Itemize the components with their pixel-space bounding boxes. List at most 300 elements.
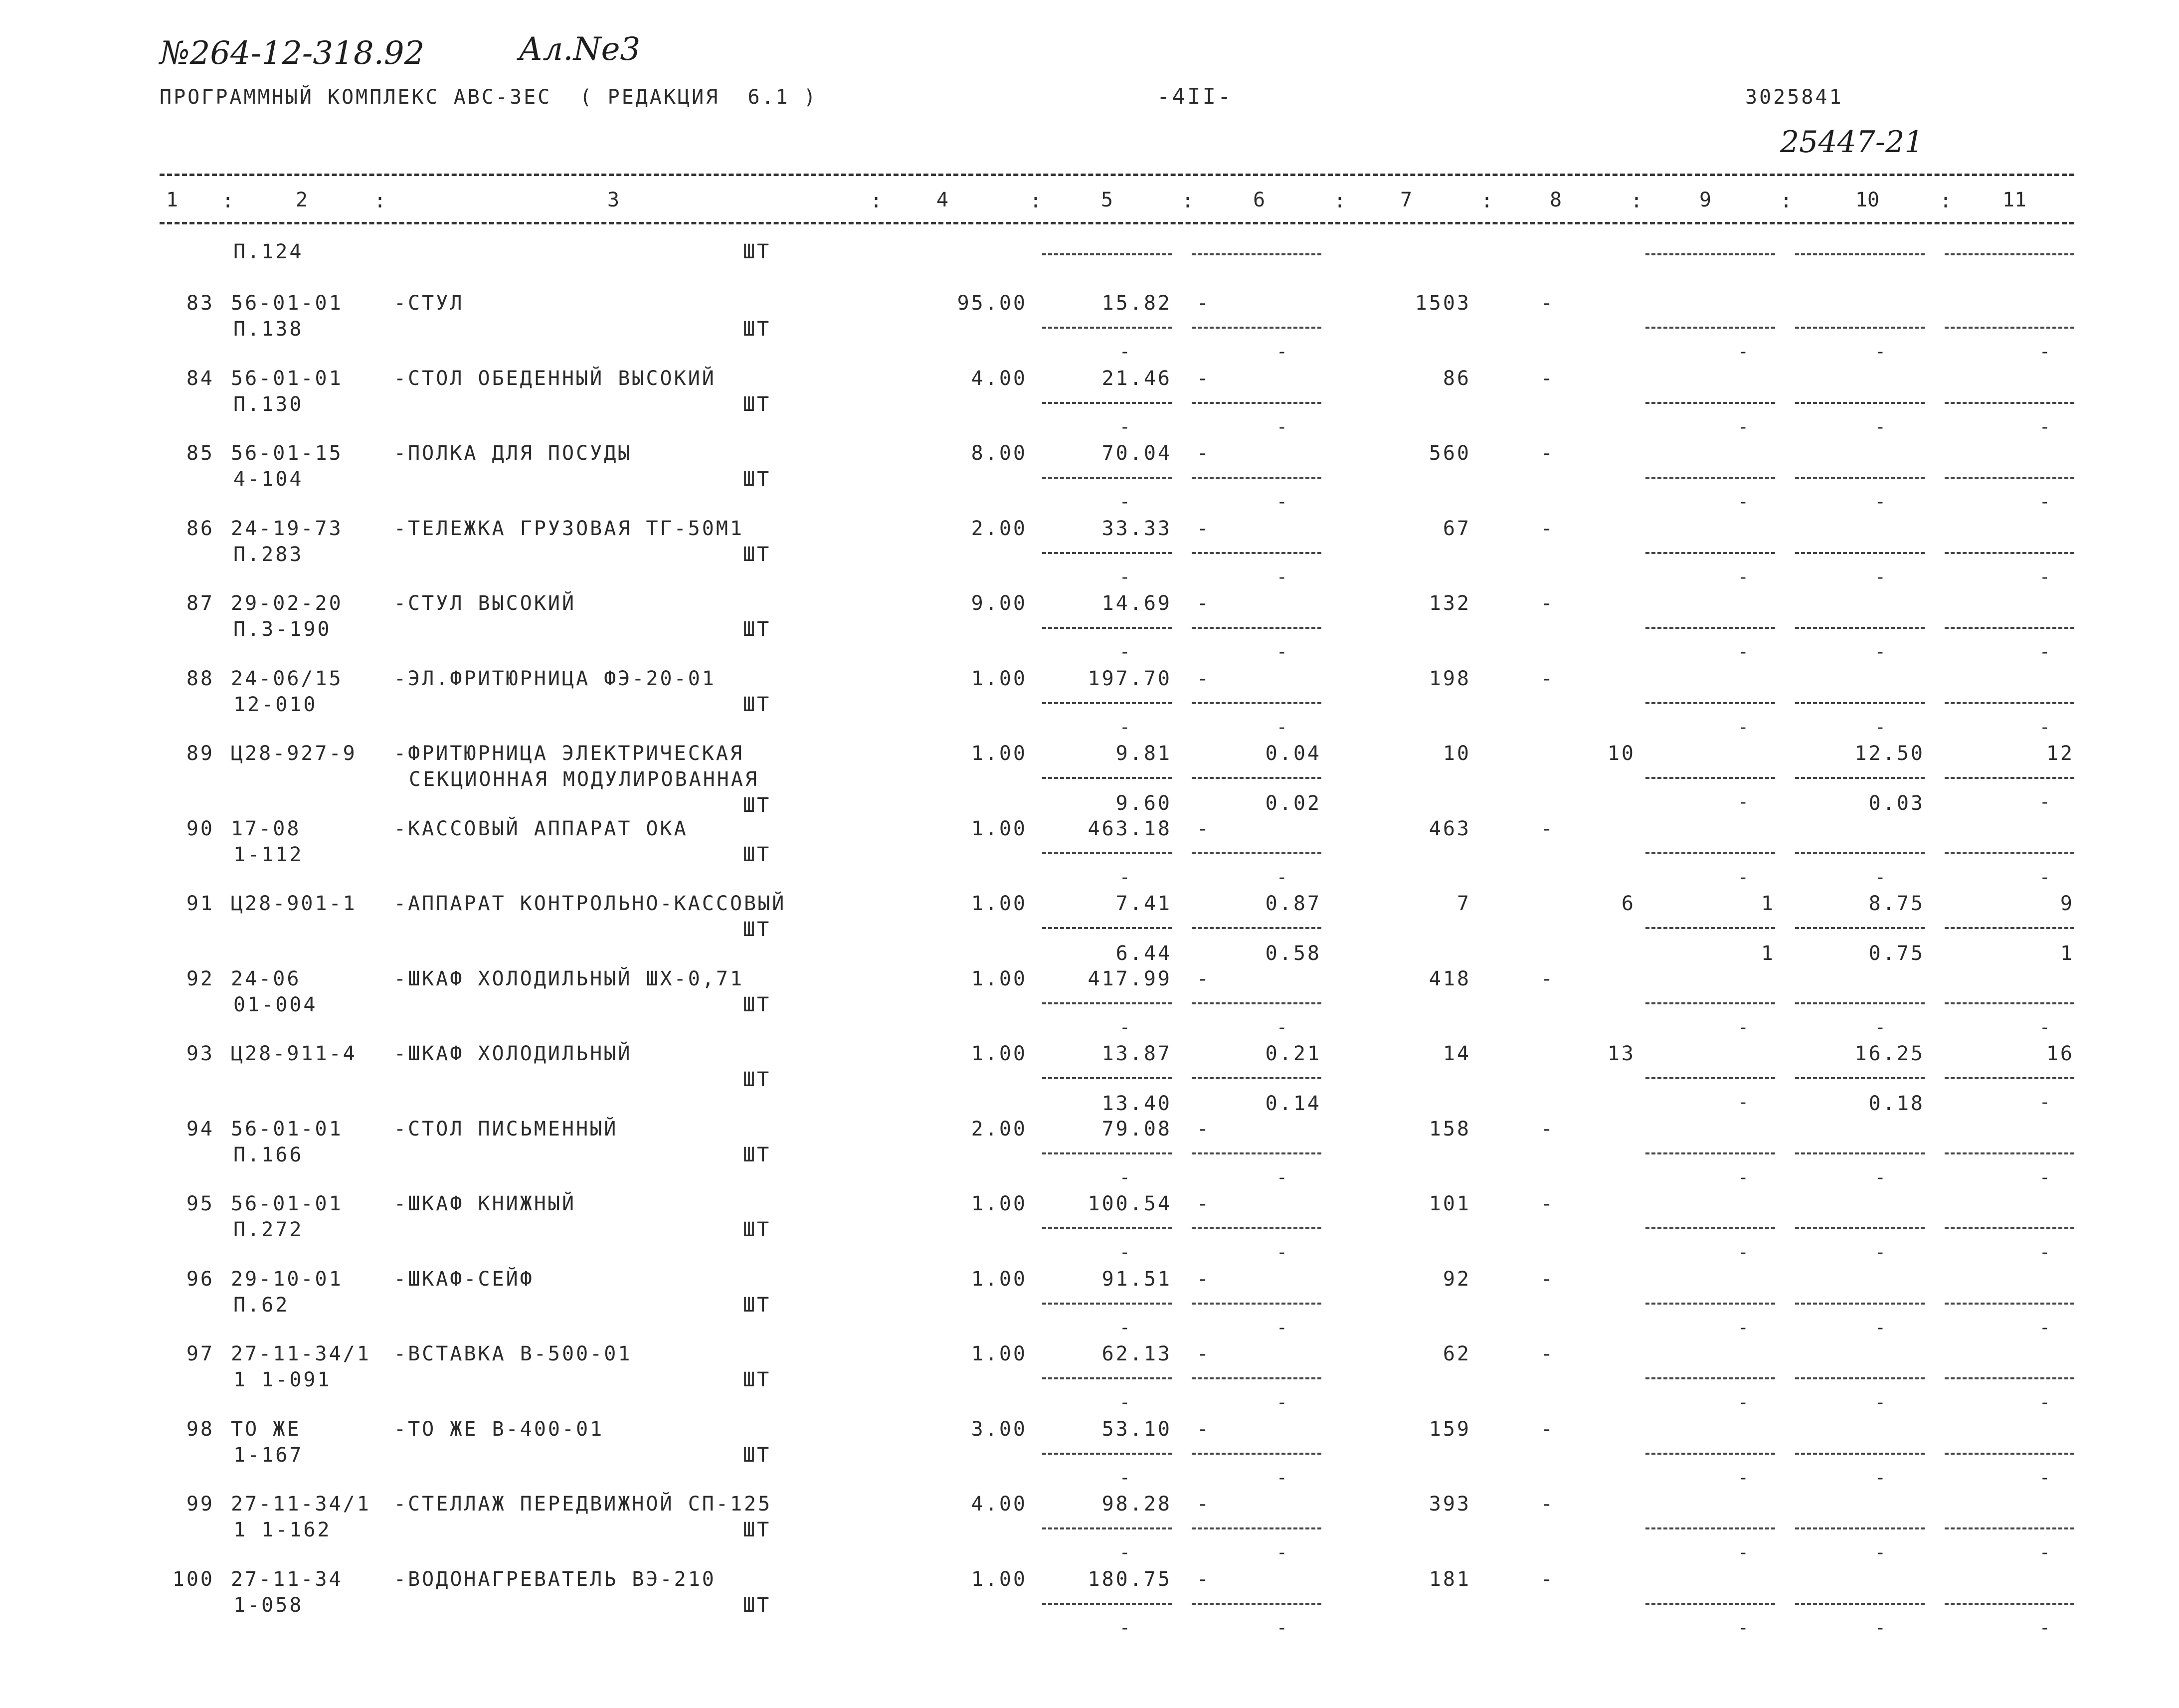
row-number: 94 (186, 1117, 214, 1140)
col-10-sub: 0.03 (1868, 792, 1925, 815)
item-name: -СТОЛ ОБЕДЕННЫЙ ВЫСОКИЙ (394, 367, 716, 390)
total-underline (1042, 1527, 1172, 1529)
total-cost: 181 (1429, 1567, 1471, 1591)
unit-price: 33.33 (1101, 517, 1172, 540)
top-ref-line-10 (1795, 253, 1925, 255)
row-number: 87 (186, 592, 214, 615)
row-number: 91 (186, 892, 214, 915)
item-name: -ШКАФ ХОЛОДИЛЬНЫЙ (394, 1042, 632, 1065)
total-underline (1795, 702, 1925, 704)
resource-code: 29-02-20 (231, 592, 343, 615)
total-underline (1945, 1303, 2074, 1305)
total-cost: 158 (1429, 1117, 1471, 1140)
total-cost: 67 (1443, 517, 1471, 540)
total-underline (1192, 477, 1321, 479)
empty-value-dash: - (2039, 867, 2050, 888)
column-header-9: 9 (1699, 189, 1712, 211)
empty-value-dash: - (1276, 1017, 1287, 1038)
row-number: 85 (186, 442, 214, 465)
quantity: 9.00 (971, 592, 1027, 615)
unit: ШТ (743, 1368, 771, 1391)
total-underline (1645, 402, 1775, 404)
total-underline (1042, 627, 1172, 629)
empty-value-dash: - (2039, 342, 2050, 362)
total-cost: 86 (1443, 367, 1471, 390)
empty-value-dash: - (2039, 492, 2050, 512)
resource-code: 56-01-15 (231, 442, 343, 465)
total-underline (1645, 552, 1775, 554)
resource-code: 24-06 (231, 967, 301, 990)
total-underline (1795, 1527, 1925, 1529)
empty-value-dash: - (1276, 642, 1287, 662)
item-name: -ЭЛ.ФРИТЮРНИЦА ФЭ-20-01 (394, 667, 716, 690)
total-underline (1042, 1152, 1172, 1154)
total-underline (1795, 1603, 1925, 1605)
resource-code: 27-11-34/1 (231, 1493, 371, 1516)
total-underline (1645, 1227, 1775, 1229)
total-cost: 393 (1429, 1493, 1471, 1516)
empty-value-dash: - (1119, 1392, 1130, 1413)
unit: ШТ (743, 392, 771, 416)
total-underline (1645, 627, 1775, 629)
col-8-value: - (1541, 517, 1555, 540)
col-8-value: - (1541, 1117, 1555, 1140)
resource-code: Ц28-927-9 (231, 742, 357, 765)
row-number: 84 (186, 367, 214, 390)
unit: ШТ (743, 1218, 771, 1241)
total-underline (1192, 1152, 1321, 1154)
quantity: 4.00 (971, 1493, 1027, 1516)
empty-value-dash: - (2039, 567, 2050, 587)
total-underline (1795, 552, 1925, 554)
quantity: 1.00 (971, 1567, 1027, 1591)
empty-value-dash: - (1738, 1467, 1749, 1488)
row-number: 83 (186, 292, 214, 315)
col-6-value: 0.87 (1265, 892, 1321, 915)
quantity: 1.00 (971, 667, 1027, 690)
total-underline (1042, 1377, 1172, 1379)
unit: ШТ (743, 794, 771, 817)
item-name: -АППАРАТ КОНТРОЛЬНО-КАССОВЫЙ (394, 892, 786, 915)
total-underline (1945, 477, 2074, 479)
resource-code: 56-01-01 (231, 1117, 343, 1140)
empty-value-dash: - (1738, 567, 1749, 587)
row-number: 97 (186, 1342, 214, 1365)
total-underline (1192, 927, 1321, 929)
item-name: -СТУЛ (394, 292, 464, 315)
item-name: -ПОЛКА ДЛЯ ПОСУДЫ (394, 442, 632, 465)
handwritten-album-number: Ал.Nе3 (519, 31, 641, 68)
total-underline (1795, 1303, 1925, 1305)
total-underline (1795, 1227, 1925, 1229)
total-underline (1945, 1077, 2074, 1079)
unit: ШТ (743, 618, 771, 641)
empty-value-dash: - (1276, 1542, 1287, 1563)
total-underline (1192, 1077, 1321, 1079)
top-ref-line-6 (1192, 253, 1321, 255)
empty-value-dash: - (1875, 1467, 1886, 1488)
col-8-value: - (1541, 367, 1555, 390)
row-number: 86 (186, 517, 214, 540)
empty-value-dash: - (1738, 416, 1749, 437)
col-6-value: - (1197, 1117, 1211, 1140)
empty-value-dash: - (1276, 1467, 1287, 1488)
resource-code: 27-11-34/1 (231, 1342, 371, 1365)
col-11-value: 9 (2060, 892, 2074, 915)
quantity: 8.00 (971, 442, 1027, 465)
total-underline (1795, 852, 1925, 854)
empty-value-dash: - (1738, 717, 1749, 738)
empty-value-dash: - (1875, 1392, 1886, 1413)
col-8-value: - (1541, 1567, 1555, 1591)
total-underline (1645, 1303, 1775, 1305)
unit: ШТ (743, 1143, 771, 1166)
total-underline (1945, 627, 2074, 629)
total-underline (1645, 1377, 1775, 1379)
col-8-value: - (1541, 1192, 1555, 1215)
empty-value-dash: - (1276, 1392, 1287, 1413)
header-rule-bottom (160, 222, 2074, 224)
col-8-value: 13 (1607, 1042, 1635, 1065)
unit-price: 62.13 (1101, 1342, 1172, 1365)
quantity: 1.00 (971, 817, 1027, 840)
column-header-11: 11 (2002, 189, 2027, 211)
total-cost: 132 (1429, 592, 1471, 615)
column-separator: : (1631, 190, 1643, 212)
empty-value-dash: - (2039, 1017, 2050, 1038)
empty-value-dash: - (1276, 1317, 1287, 1338)
resource-sub-code: П.283 (233, 543, 304, 566)
col-10-sub: 0.75 (1868, 942, 1925, 965)
unit: ШТ (743, 1293, 771, 1317)
page-number: -4II- (1157, 84, 1233, 109)
empty-value-dash: - (1276, 416, 1287, 437)
col-6-value: 0.04 (1265, 742, 1321, 765)
total-underline (1945, 1377, 2074, 1379)
total-underline (1945, 1453, 2074, 1455)
total-underline (1192, 1303, 1321, 1305)
column-separator: : (374, 190, 386, 212)
total-underline (1042, 1002, 1172, 1004)
empty-value-dash: - (1119, 1167, 1130, 1188)
item-name: -КАССОВЫЙ АППАРАТ ОКА (394, 817, 688, 840)
total-underline (1042, 1303, 1172, 1305)
handwritten-code: 25447-21 (1780, 125, 1924, 160)
total-underline (1945, 402, 2074, 404)
total-cost: 560 (1429, 442, 1471, 465)
unit: ШТ (743, 1593, 771, 1617)
total-underline (1945, 1227, 2074, 1229)
total-underline (1192, 1603, 1321, 1605)
unit-price: 463.18 (1088, 817, 1172, 840)
header-rule-top (160, 174, 2074, 176)
item-name: -СТЕЛЛАЖ ПЕРЕДВИЖНОЙ СП-125 (394, 1493, 772, 1516)
resource-sub-code: 1-058 (233, 1593, 304, 1617)
col-8-value: 6 (1621, 892, 1635, 915)
total-underline (1042, 1603, 1172, 1605)
empty-value-dash: - (2039, 717, 2050, 738)
quantity: 4.00 (971, 367, 1027, 390)
total-underline (1042, 402, 1172, 404)
column-header-7: 7 (1400, 189, 1413, 211)
item-name: -СТУЛ ВЫСОКИЙ (394, 592, 576, 615)
col-10-sub: 0.18 (1868, 1092, 1925, 1115)
empty-value-dash: - (1276, 567, 1287, 587)
col-8-value: - (1541, 442, 1555, 465)
total-underline (1192, 777, 1321, 779)
unit: ШТ (743, 918, 771, 941)
empty-value-dash: - (1738, 1617, 1749, 1638)
row-number: 92 (186, 967, 214, 990)
unit: ШТ (743, 693, 771, 716)
empty-value-dash: - (1875, 1542, 1886, 1563)
empty-value-dash: - (1276, 867, 1287, 888)
unit-price: 100.54 (1088, 1192, 1172, 1215)
quantity: 2.00 (971, 1117, 1027, 1140)
total-underline (1945, 777, 2074, 779)
column-separator: : (1481, 190, 1493, 212)
empty-value-dash: - (1738, 1242, 1749, 1263)
col-6-value: - (1197, 292, 1211, 315)
empty-value-dash: - (1738, 1017, 1749, 1038)
total-underline (1042, 1077, 1172, 1079)
total-underline (1645, 327, 1775, 329)
handwritten-doc-number: №264-12-318.92 (160, 35, 425, 72)
total-cost: 418 (1429, 967, 1471, 990)
item-name: -ШКАФ ХОЛОДИЛЬНЫЙ ШХ-0,71 (394, 967, 744, 990)
empty-value-dash: - (1119, 1467, 1130, 1488)
row-number: 99 (186, 1493, 214, 1516)
empty-value-dash: - (2039, 1317, 2050, 1338)
resource-sub-code: 12-010 (233, 693, 318, 716)
unit: ШТ (743, 468, 771, 491)
unit-price: 21.46 (1101, 367, 1172, 390)
unit-price: 53.10 (1101, 1417, 1172, 1441)
total-cost: 101 (1429, 1192, 1471, 1215)
empty-value-dash: - (2039, 792, 2050, 812)
total-underline (1192, 1527, 1321, 1529)
total-underline (1795, 1453, 1925, 1455)
empty-value-dash: - (1119, 1242, 1130, 1263)
col-11-sub: 1 (2060, 942, 2074, 965)
resource-sub-code: 1 1-091 (233, 1368, 332, 1391)
unit: ШТ (743, 1443, 771, 1467)
empty-value-dash: - (1875, 1242, 1886, 1263)
total-underline (1042, 1227, 1172, 1229)
col-8-value: - (1541, 592, 1555, 615)
empty-value-dash: - (2039, 1467, 2050, 1488)
unit-price-sub: 9.60 (1115, 792, 1172, 815)
empty-value-dash: - (1276, 1242, 1287, 1263)
row-number: 98 (186, 1417, 214, 1441)
column-separator: : (1030, 190, 1042, 212)
resource-sub-code: 1-167 (233, 1443, 304, 1467)
total-underline (1192, 552, 1321, 554)
total-underline (1192, 1002, 1321, 1004)
item-name-continued: СЕКЦИОННАЯ МОДУЛИРОВАННАЯ (409, 768, 759, 791)
empty-value-dash: - (1119, 642, 1130, 662)
col-8-value: - (1541, 1493, 1555, 1516)
quantity: 1.00 (971, 1042, 1027, 1065)
unit: ШТ (743, 318, 771, 341)
total-cost: 1503 (1415, 292, 1471, 315)
total-underline (1795, 327, 1925, 329)
total-underline (1645, 1527, 1775, 1529)
empty-value-dash: - (1875, 342, 1886, 362)
total-underline (1192, 1377, 1321, 1379)
empty-value-dash: - (1276, 492, 1287, 512)
total-underline (1945, 1152, 2074, 1154)
empty-value-dash: - (1738, 642, 1749, 662)
empty-value-dash: - (2039, 1242, 2050, 1263)
unit: ШТ (743, 1068, 771, 1091)
empty-value-dash: - (1875, 567, 1886, 587)
unit-price-sub: 13.40 (1101, 1092, 1172, 1115)
column-separator: : (1940, 190, 1952, 212)
quantity: 1.00 (971, 742, 1027, 765)
col-8-value: - (1541, 967, 1555, 990)
unit-price: 91.51 (1101, 1267, 1172, 1291)
resource-code: 17-08 (231, 817, 301, 840)
col-8-value: - (1541, 1417, 1555, 1441)
column-separator: : (1334, 190, 1346, 212)
unit-price: 14.69 (1101, 592, 1172, 615)
total-underline (1645, 777, 1775, 779)
top-ref-sub: П.124 (233, 240, 304, 263)
col-8-value: - (1541, 1342, 1555, 1365)
total-underline (1795, 477, 1925, 479)
empty-value-dash: - (1875, 1317, 1886, 1338)
empty-value-dash: - (2039, 642, 2050, 662)
empty-value-dash: - (1875, 1017, 1886, 1038)
total-underline (1042, 327, 1172, 329)
empty-value-dash: - (1738, 1542, 1749, 1563)
total-underline (1042, 777, 1172, 779)
empty-value-dash: - (1738, 1092, 1749, 1113)
col-6-value: - (1197, 667, 1211, 690)
unit-price: 9.81 (1115, 742, 1172, 765)
top-ref-line-5 (1042, 253, 1172, 255)
total-underline (1795, 1377, 1925, 1379)
unit-price: 197.70 (1088, 667, 1172, 690)
total-underline (1192, 702, 1321, 704)
resource-sub-code: П.62 (233, 1293, 290, 1317)
quantity: 95.00 (957, 292, 1027, 315)
unit-price: 417.99 (1088, 967, 1172, 990)
col-6-value: - (1197, 1493, 1211, 1516)
row-number: 100 (172, 1567, 214, 1591)
total-underline (1192, 852, 1321, 854)
resource-code: Ц28-901-1 (231, 892, 357, 915)
unit-price: 98.28 (1101, 1493, 1172, 1516)
total-underline (1645, 852, 1775, 854)
unit-price: 70.04 (1101, 442, 1172, 465)
resource-sub-code: П.138 (233, 318, 304, 341)
total-underline (1645, 1453, 1775, 1455)
resource-code: 56-01-01 (231, 1192, 343, 1215)
total-underline (1192, 402, 1321, 404)
total-underline (1042, 477, 1172, 479)
total-cost: 14 (1443, 1042, 1471, 1065)
empty-value-dash: - (1875, 717, 1886, 738)
empty-value-dash: - (1875, 867, 1886, 888)
col-6-value: - (1197, 592, 1211, 615)
row-number: 89 (186, 742, 214, 765)
col-9-sub: 1 (1761, 942, 1775, 965)
empty-value-dash: - (1119, 1317, 1130, 1338)
resource-sub-code: П.166 (233, 1143, 304, 1166)
col-6-value: - (1197, 1267, 1211, 1291)
row-number: 90 (186, 817, 214, 840)
total-underline (1645, 927, 1775, 929)
unit-price-sub: 6.44 (1115, 942, 1172, 965)
total-cost: 198 (1429, 667, 1471, 690)
item-name: -ШКАФ-СЕЙФ (394, 1267, 534, 1291)
unit-price: 79.08 (1101, 1117, 1172, 1140)
item-name: -ФРИТЮРНИЦА ЭЛЕКТРИЧЕСКАЯ (394, 742, 744, 765)
total-underline (1645, 702, 1775, 704)
col-6-sub: 0.14 (1265, 1092, 1321, 1115)
item-name: -ШКАФ КНИЖНЫЙ (394, 1192, 576, 1215)
total-underline (1795, 927, 1925, 929)
empty-value-dash: - (1738, 1392, 1749, 1413)
col-6-value: - (1197, 517, 1211, 540)
document-code: 3025841 (1745, 86, 1843, 109)
empty-value-dash: - (1119, 1542, 1130, 1563)
column-separator: : (222, 190, 234, 212)
resource-sub-code: 4-104 (233, 468, 304, 491)
empty-value-dash: - (2039, 416, 2050, 437)
item-name: -ТО ЖЕ В-400-01 (394, 1417, 604, 1441)
empty-value-dash: - (2039, 1167, 2050, 1188)
unit-price: 7.41 (1115, 892, 1172, 915)
empty-value-dash: - (1875, 1617, 1886, 1638)
empty-value-dash: - (1875, 492, 1886, 512)
top-ref-line-9 (1645, 253, 1775, 255)
empty-value-dash: - (1119, 717, 1130, 738)
row-number: 88 (186, 667, 214, 690)
total-cost: 10 (1443, 742, 1471, 765)
total-underline (1945, 327, 2074, 329)
resource-code: 29-10-01 (231, 1267, 343, 1291)
empty-value-dash: - (1119, 867, 1130, 888)
total-underline (1945, 852, 2074, 854)
unit-price: 13.87 (1101, 1042, 1172, 1065)
col-6-value: - (1197, 442, 1211, 465)
column-header-3: 3 (607, 189, 620, 211)
total-underline (1945, 927, 2074, 929)
quantity: 1.00 (971, 967, 1027, 990)
top-ref-unit: ШТ (743, 240, 771, 263)
total-cost: 159 (1429, 1417, 1471, 1441)
col-8-value: - (1541, 1267, 1555, 1291)
column-header-1: 1 (166, 189, 179, 211)
empty-value-dash: - (1738, 792, 1749, 812)
total-underline (1042, 927, 1172, 929)
total-underline (1645, 1002, 1775, 1004)
total-cost: 7 (1456, 892, 1471, 915)
empty-value-dash: - (1119, 567, 1130, 587)
row-number: 96 (186, 1267, 214, 1291)
column-header-8: 8 (1549, 189, 1562, 211)
col-8-value: - (1541, 817, 1555, 840)
quantity: 2.00 (971, 517, 1027, 540)
total-underline (1945, 552, 2074, 554)
resource-code: 56-01-01 (231, 367, 343, 390)
empty-value-dash: - (1875, 642, 1886, 662)
total-underline (1945, 1002, 2074, 1004)
empty-value-dash: - (1738, 492, 1749, 512)
